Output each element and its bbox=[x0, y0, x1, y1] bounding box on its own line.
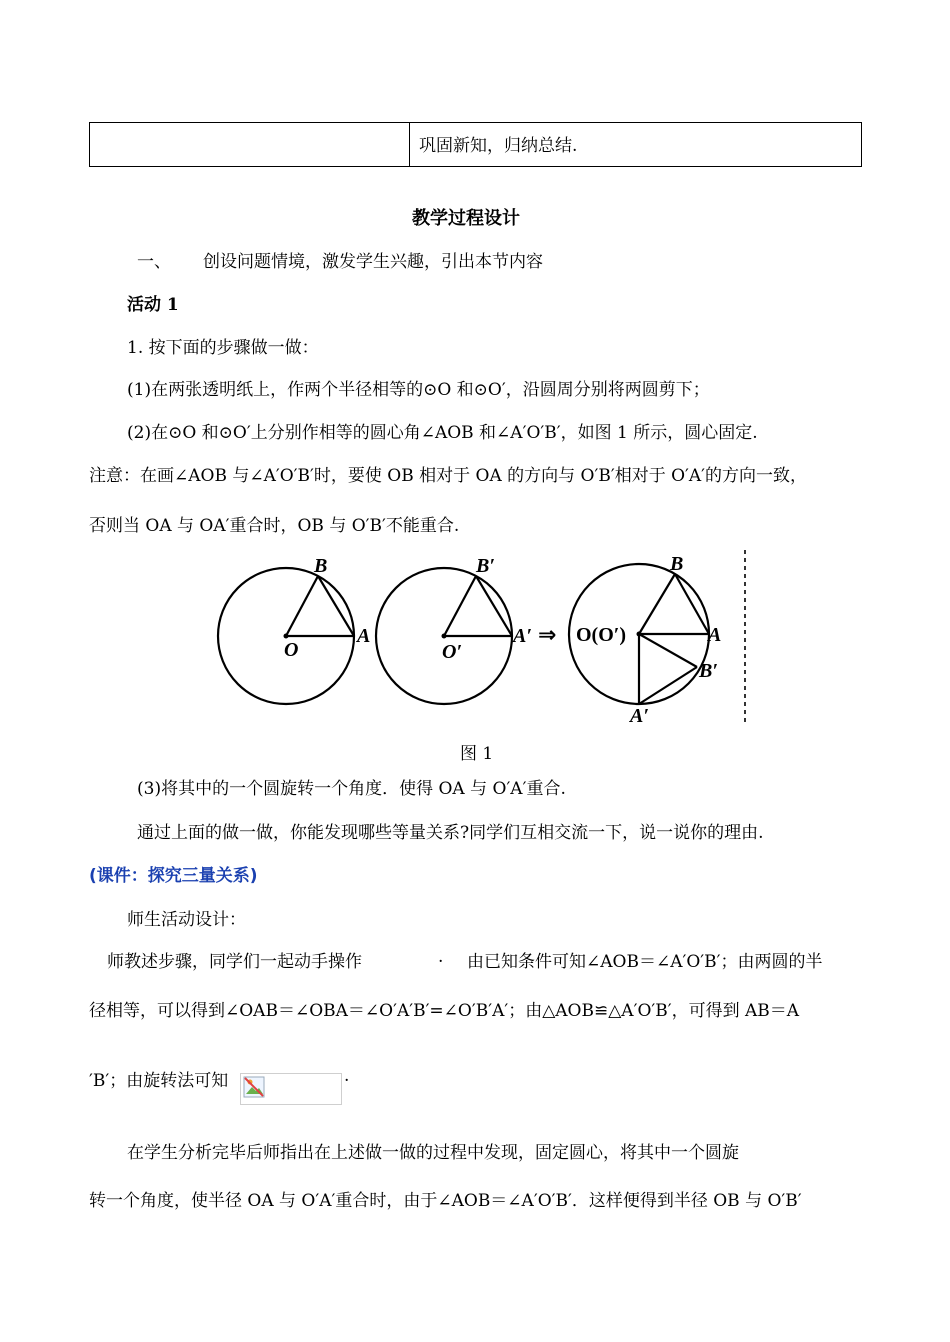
label-a-1: A bbox=[357, 625, 371, 647]
note-line-1: 注意：在画∠AOB 与∠A′O′B′时，要使 OB 相对于 OA 的方向与 O′B′相对于 O′A′的方向一致， bbox=[89, 466, 808, 486]
question-text: 通过上面的做一做，你能发现哪些等量关系?同学们互相交流一下，说一说你的理由. bbox=[137, 823, 764, 843]
p1-line2: 径相等，可以得到∠OAB＝∠OBA＝∠O′A′B′=∠O′B′A′；由△AOB≌△A′O′B′，可得到 AB＝A bbox=[89, 1001, 800, 1021]
label-o-combined: O(O′) bbox=[576, 624, 627, 646]
p1-line3-end: . bbox=[344, 1066, 350, 1086]
label-b-2: B′ bbox=[476, 555, 495, 577]
p2-line1: 在学生分析完毕后师指出在上述做一做的过程中发现，固定圆心，将其中一个圆旋 bbox=[127, 1143, 739, 1163]
label-b-1: B bbox=[314, 555, 328, 577]
arrow-symbol: ⇒ bbox=[538, 623, 557, 648]
center-dot-combined bbox=[637, 632, 642, 637]
courseware-link[interactable]: (课件：探究三量关系) bbox=[89, 866, 258, 886]
activity-label: 活动 1 bbox=[127, 295, 179, 315]
step-1: (1)在两张透明纸上，作两个半径相等的⊙O 和⊙O′，沿圆周分别将两圆剪下； bbox=[127, 380, 710, 400]
p1-line1-part-b: . bbox=[438, 947, 444, 967]
chord-ab-prime bbox=[476, 576, 512, 636]
step-2: (2)在⊙O 和⊙O′上分别作相等的圆心角∠AOB 和∠A′O′B′，如图 1 所示，圆心固定. bbox=[127, 423, 758, 443]
design-label: 师生活动设计： bbox=[127, 910, 246, 930]
label-o-2: O′ bbox=[442, 641, 463, 663]
label-a-2: A′ bbox=[513, 625, 532, 647]
label-a-prime-3: A′ bbox=[630, 705, 649, 727]
figure-caption: 图 1 bbox=[460, 744, 494, 764]
p1-line1-part-a: 师教述步骤，同学们一起动手操作 bbox=[107, 952, 362, 972]
note-line-2: 否则当 OA 与 OA′重合时，OB 与 O′B′不能重合. bbox=[89, 516, 460, 536]
step-3: (3)将其中的一个圆旋转一个角度．使得 OA 与 O′A′重合. bbox=[137, 779, 566, 799]
label-o-1: O bbox=[284, 639, 299, 661]
broken-image-placeholder bbox=[240, 1073, 342, 1105]
table-divider bbox=[409, 123, 410, 166]
p1-line1-part-c: 由已知条件可知∠AOB＝∠A′O′B′；由两圆的半 bbox=[467, 952, 823, 972]
section-heading: 创设问题情境，激发学生兴趣，引出本节内容 bbox=[203, 252, 543, 272]
chord-ab bbox=[318, 576, 354, 636]
radius-ob bbox=[286, 576, 318, 636]
table-right-cell: 巩固新知，归纳总结. bbox=[419, 136, 578, 156]
broken-image-icon bbox=[243, 1076, 265, 1098]
combined-ob bbox=[639, 574, 675, 634]
step-intro: 1. 按下面的步骤做一做： bbox=[127, 338, 319, 358]
p2-line2: 转一个角度，使半径 OA 与 O′A′重合时，由于∠AOB＝∠A′O′B′．这样便得到半径 OB 与 O′B′ bbox=[89, 1191, 802, 1211]
label-a-3: A bbox=[708, 624, 722, 646]
top-table bbox=[89, 122, 862, 167]
radius-ob-prime bbox=[444, 576, 476, 636]
center-dot-o bbox=[284, 634, 289, 639]
combined-ab bbox=[675, 574, 709, 634]
combined-ob-prime bbox=[639, 634, 697, 667]
p1-line3: ′B′；由旋转法可知 bbox=[89, 1071, 229, 1091]
page-title: 教学过程设计 bbox=[412, 208, 520, 229]
center-dot-o-prime bbox=[442, 634, 447, 639]
label-b-prime-3: B′ bbox=[699, 660, 718, 682]
figure-1 bbox=[210, 546, 755, 730]
label-b-3: B bbox=[670, 553, 684, 575]
section-number: 一、 bbox=[137, 252, 171, 272]
